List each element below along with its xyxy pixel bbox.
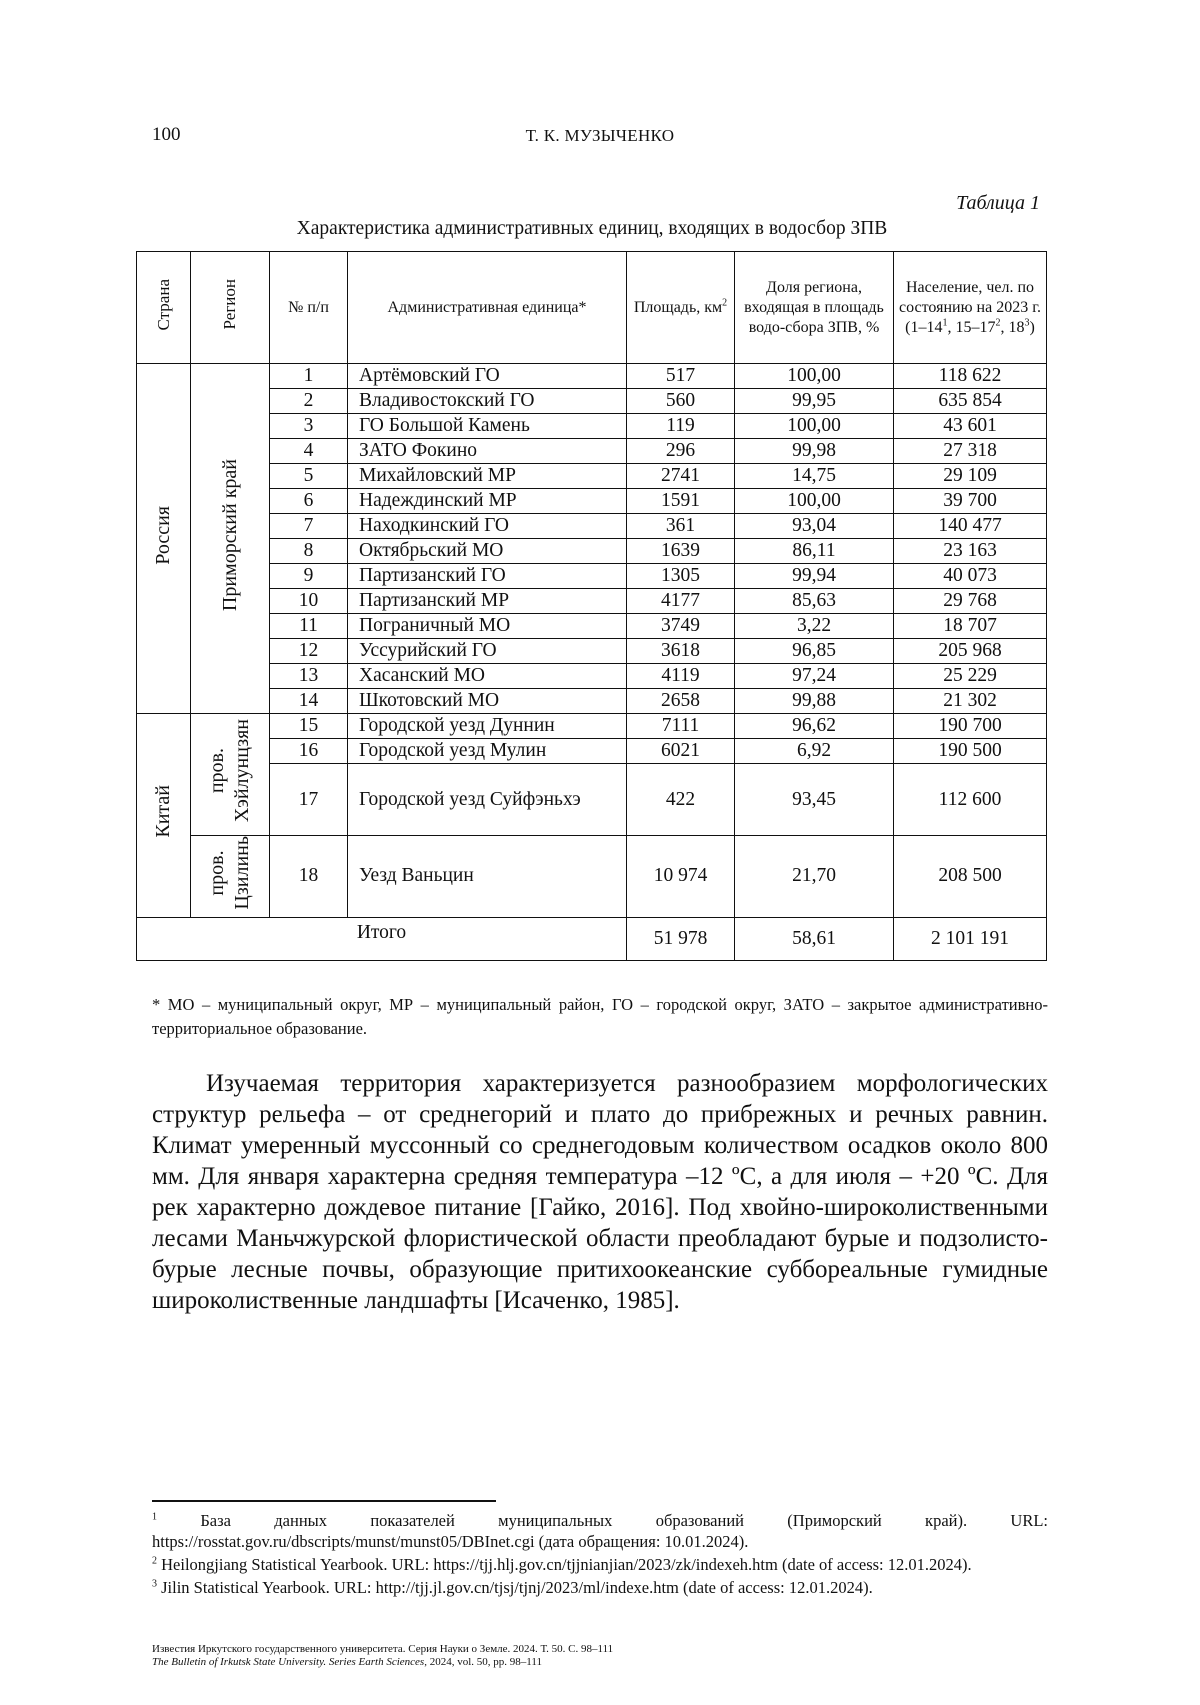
body-paragraph: Изучаемая территория характеризуется разнообразием морфологических структур рельефа – от среднегорий и плато до прибрежных и речных равнин. Климат умеренный муссонный со среднегодовым количеством осадков около 800 мм. Для января характерна средняя температура –12 ºС, а для июля – +20 ºС. Для рек характерно дождевое питание [Гайко, 2016]. Под хвойно-широколиственными лесами Маньчжурской флористической области преобладают бурые и подзолисто-бурые лесные почвы, образующие притихоокеанские суббореальные гумидные широколиственные ландшафты [Исаченко, 1985].	[152, 1070, 1048, 1314]
region-primorsky: Приморский край	[191, 364, 270, 714]
total-row: Итого 51 978 58,61 2 101 191	[137, 917, 1047, 960]
header-population: Население, чел. по состоянию на 2023 г. ($1-14^1$, $15-17^2$, $18^3$)	[894, 252, 1047, 364]
header-number: № п/п	[270, 252, 348, 364]
footnote-rule	[152, 1500, 496, 1502]
country-russia: Россия	[137, 364, 191, 714]
footnote-1: $^1$ База данных показателей муниципальных образований (Приморский край). URL: https://rosstat.gov.ru/dbscripts/munst/munst05/DBInet.cgi (дата обращения: 10.01.2024).	[152, 1511, 1048, 1551]
table-row: 17 Городской уезд Суйфэньхэ 422 93,45 112 600	[137, 764, 1047, 836]
header-unit: Административная единица*	[348, 252, 627, 364]
journal-ru: Известия Иркутского государственного университета. Серия Науки о Земле. 2024. Т. 50. С. 98–111	[152, 1643, 614, 1655]
page-number: 100	[152, 124, 181, 145]
table-row: Китай пров. Хэйлунцзян 15 Городской уезд Дуннин 7111 96,62 190 700	[137, 714, 1047, 739]
region-heilongjiang: пров. Хэйлунцзян	[191, 714, 270, 836]
table-row: 8 Октябрьский МО 1639 86,11 23 163	[137, 539, 1047, 564]
header-area: Площадь, $км^2$	[627, 252, 735, 364]
table-row: 16 Городской уезд Мулин 6021 6,92 190 500	[137, 739, 1047, 764]
country-china: Китай	[137, 714, 191, 918]
table-row: 13 Хасанский МО 4119 97,24 25 229	[137, 664, 1047, 689]
footnote-2: $^2$ Heilongjiang Statistical Yearbook. URL: https://tjj.hlj.gov.cn/tjjnianjian/2023/zk/indexeh.htm (date of access: 12.01.2024).	[152, 1555, 972, 1574]
table-row: 3 ГО Большой Камень 119 100,00 43 601	[137, 414, 1047, 439]
running-head: Т. К. МУЗЫЧЕНКО	[525, 126, 675, 145]
table-row: 9 Партизанский ГО 1305 99,94 40 073	[137, 564, 1047, 589]
journal-info	[152, 1643, 613, 1669]
table-note: * МО – муниципальный округ, МР – муниципальный район, ГО – городской округ, ЗАТО – закрытое административно-территориальное образование.	[152, 995, 1048, 1038]
footnote-3: $^3$ Jilin Statistical Yearbook. URL: http://tjj.jl.gov.cn/tjsj/tjnj/2023/ml/indexe.htm (date of access: 12.01.2024).	[152, 1578, 873, 1597]
header-share: Доля региона, входящая в площадь водо-сбора ЗПВ, %	[735, 252, 894, 364]
table-row: 10 Партизанский МР 4177 85,63 29 768	[137, 589, 1047, 614]
table-row: 2 Владивостокский ГО 560 99,95 635 854	[137, 389, 1047, 414]
table-row: 12 Уссурийский ГО 3618 96,85 205 968	[137, 639, 1047, 664]
admin-units-table	[136, 251, 1047, 961]
header-region: Регион	[191, 252, 270, 364]
table-row: 14 Шкотовский МО 2658 99,88 21 302	[137, 689, 1047, 714]
table-row: пров. Цзилинь 18 Уезд Ваньцин 10 974 21,70 208 500	[137, 836, 1047, 918]
table-row: 6 Надеждинский МР 1591 100,00 39 700	[137, 489, 1047, 514]
region-jilin: пров. Цзилинь	[191, 836, 270, 918]
table-row: 4 ЗАТО Фокино 296 99,98 27 318	[137, 439, 1047, 464]
table-caption: Характеристика административных единиц, входящих в водосбор ЗПВ	[296, 218, 888, 239]
header-country: Страна	[137, 252, 191, 364]
table-row: 5 Михайловский МР 2741 14,75 29 109	[137, 464, 1047, 489]
table-row: 7 Находкинский ГО 361 93,04 140 477	[137, 514, 1047, 539]
table-row: 11 Пограничный МО 3749 3,22 18 707	[137, 614, 1047, 639]
footnotes	[152, 1510, 1048, 1600]
table-row: Россия Приморский край 1 Артёмовский ГО 517 100,00 118 622	[137, 364, 1047, 389]
journal-en: The Bulletin of Irkutsk State University. Series Earth Sciences, 2024, vol. 50, pp. 98–111	[152, 1656, 542, 1668]
table-label: Таблица 1	[956, 192, 1040, 214]
